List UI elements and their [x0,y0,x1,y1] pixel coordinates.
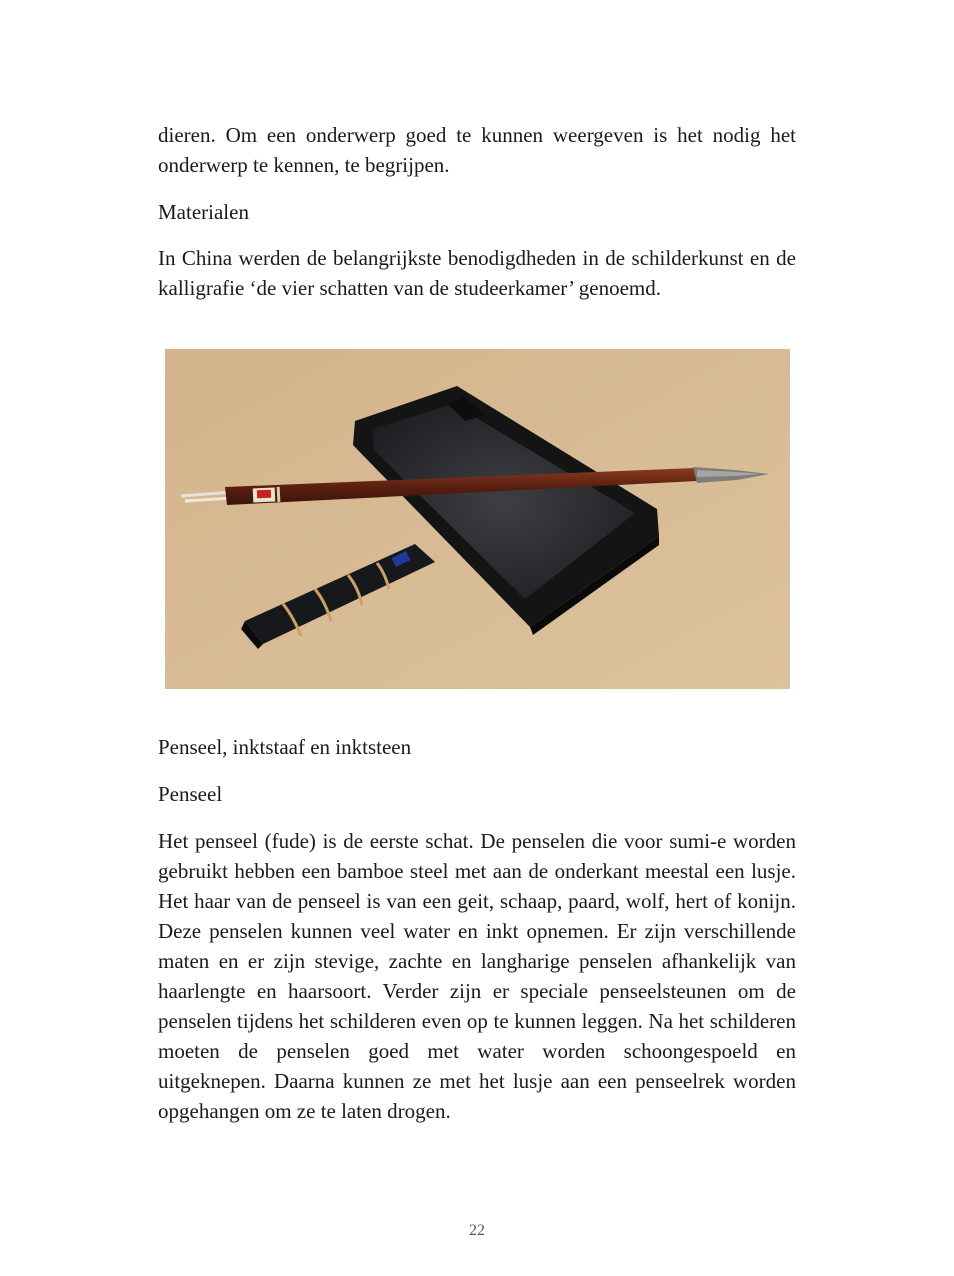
paragraph-intro: dieren. Om een onderwerp goed te kunnen weergeven is het nodig het onderwerp te kennen, te begrijpen. [158,123,796,177]
heading-materialen: Materialen [158,200,249,224]
paragraph-penseel: Het penseel (fude) is de eerste schat. De penselen die voor sumi-e worden gebruikt hebben een bamboe steel met aan de onderkant meestal een lusje. Het haar van de penseel is van een geit, schaap, paard, wolf, hert of konijn. Deze penselen kunnen veel water en inkt opnemen. Er zijn verschillende maten en er zijn stevige, zachte en langharige penselen afhankelijk van haarlengte en haarsoort. Verder zijn er speciale penseelsteunen om de penselen tijdens het schilderen even op te kunnen leggen. Na het schilderen moeten de penselen goed met water worden schoongespoeld en uitgeknepen. Daarna kunnen ze met het lusje aan een penseelrek worden opgehangen om ze te laten drogen. [158,829,796,1123]
heading-brush-inkstick-inkstone: Penseel, inktstaaf en inktsteen [158,735,412,759]
heading-penseel: Penseel [158,782,223,806]
paragraph-four-treasures: In China werden de belangrijkste benodigdheden in de schilderkunst en de kalligrafie ‘de vier schatten van de studeerkamer’ genoemd. [158,246,796,300]
page-number: 22 [469,1222,485,1239]
brush-inkstick-inkstone-photo [165,349,790,689]
